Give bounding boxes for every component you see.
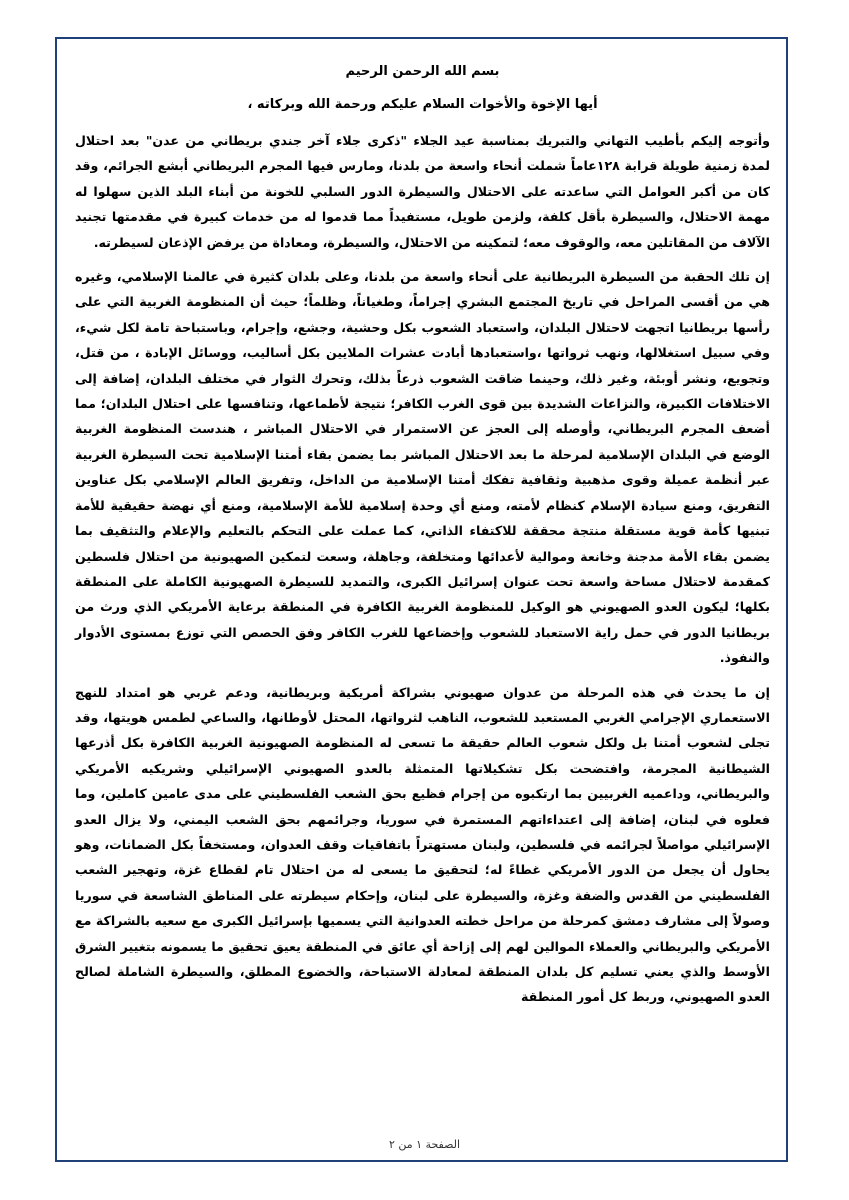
page-number-footer: الصفحة ١ من ٢ (388, 1138, 461, 1151)
paragraph-2: إن تلك الحقبة من السيطرة البريطانية على أنحاء واسعة من بلدنا، وعلى بلدان كثيرة في عالمنا الإسلامي، وغيره هي من أقسى المراحل في تاريخ المجتمع البشري إجراماً، وطغياناً، وظلماً؛ حيث أن المنظومة الغربية التي على رأسها بريطانيا اتجهت لاحتلال البلدان، واستعباد الشعوب بكل وحشية، وجشع، وإجرام، وباستباحة تامة لكل شيء، وفي سبيل استغلالها، ونهب ثرواتها ،واستعبادها أبادت عشرات الملايين بكل أساليب، ووسائل الإبادة ، من قتل، وتجويع، ونشر أوبئة، وغير ذلك، وحينما ضاقت الشعوب ذرعاً بذلك، وتحرك الثوار في مختلف البلدان، إضافة إلى الاختلافات الكبيرة، والنزاعات الشديدة بين قوى الغرب الكافر؛ نتيجة لأطماعها، وتنافسها على احتلال البلدان؛ مما أضعف المجرم البريطاني، وأوصله إلى العجز عن الاستمرار في الاحتلال المباشر ، هندست المنظومة الغربية الوضع في البلدان الإسلامية لمرحلة ما بعد الاحتلال المباشر بما يضمن بقاء أمتنا الإسلامية تحت السيطرة الغربية عبر أنظمة عميلة وقوى مذهبية وثقافية تفكك أمتنا الإسلامية من الداخل، وتفريق العالم الإسلامي بكل عناوين التفريق، ومنع سيادة الإسلام كنظام لأمته، ومنع أي وحدة إسلامية للأمة الإسلامية، ومنع أي نهضة حقيقية للأمة تبنيها كأمة قوية مستقلة منتجة محققة للاكتفاء الذاتي، كما عملت على التحكم بالتعليم والإعلام والتثقيف بما يضمن بقاء الأمة مدجنة وخانعة وموالية لأعدائها ومتخلفة، وجاهلة، وسعت لتمكين الصهيونية من احتلال فلسطين كمقدمة لاحتلال مساحة واسعة تحت عنوان إسرائيل الكبرى، والتمديد للسيطرة الصهيونية الكاملة على المنطقة بكلها؛ ليكون العدو الصهيوني هو الوكيل للمنظومة الغربية الكافرة في المنطقة برعاية الأمريكي الذي ورث من بريطانيا الدور في حمل راية الاستعباد للشعوب وإخضاعها للغرب الكافر وفق الحصص التي توزع بمستوى الأدوار والنفوذ. (75, 269, 770, 666)
document-body (75, 64, 770, 1019)
paragraph-3: إن ما يحدث في هذه المرحلة من عدوان صهيوني بشراكة أمريكية وبريطانية، ودعم غربي هو امتداد للنهج الاستعماري الإجرامي الغربي المستعبد للشعوب، الناهب لثرواتها، المحتل لأوطانها، والساعي لطمس هويتها، وقد تجلى لشعوب أمتنا بل ولكل شعوب العالم حقيقة ما تسعى له المنظومة الصهيونية الغربية الكافرة بكل أذرعها الشيطانية المجرمة، وافتضحت بكل تشكيلاتها المتمثلة بالعدو الصهيوني الإسرائيلي وشريكيه الأمريكي والبريطاني، وداعميه الغربيين بما ارتكبوه من إجرام فظيع بحق الشعب الفلسطيني على مدى عامين كاملين، وما فعلوه في لبنان، إضافة إلى اعتداءاتهم المستمرة في سوريا، وجرائمهم بحق الشعب اليمني، ولا يزال العدو الإسرائيلي مواصلاً لجرائمه في فلسطين، ولبنان مستهتراً باتفاقيات وقف العدوان، ومستخفاً بكل الضمانات، وهو يحاول أن يجعل من الدور الأمريكي غطاءً له؛ لتحقيق ما يسعى له من احتلال تام لقطاع غزة، وتهجير الشعب الفلسطيني من القدس والضفة وغزة، والسيطرة على لبنان، وإحكام سيطرته على المناطق الشاسعة في سوريا وصولاً إلى مشارف دمشق كمرحلة من مراحل خطته العدوانية التي يسميها بإسرائيل الكبرى مع سعيه بالشراكة مع الأمريكي والبريطاني والعملاء الموالين لهم إلى إزاحة أي عائق في المنطقة يعيق تحقيق ما يسمونه بتغيير الشرق الأوسط والذي يعني تسليم كل بلدان المنطقة لمعادلة الاستباحة، والخضوع المطلق، والسيطرة الشاملة لصالح العدو الصهيوني، وربط كل أمور المنطقة (75, 684, 770, 1005)
paragraph-1: وأتوجه إليكم بأطيب التهاني والتبريك بمناسبة عيد الجلاء "ذكرى جلاء آخر جندي بريطاني من عدن" بعد احتلال لمدة زمنية طويلة قرابة ١٢٨عاماً شملت أنحاء واسعة من بلدنا، ومارس فيها المجرم البريطاني أبشع الجرائم، وقد كان من أكبر العوامل التي ساعدته على الاحتلال والسيطرة الدور السلبي للخونة من أبناء البلد الذين سهلوا له مهمة الاحتلال، والسيطرة بأقل كلفة، ولزمن طويل، مستفيداً مما قدموا له من خدمات كبيرة في مقدمتها تجنيد الآلاف من المقاتلين معه، والوقوف معه؛ لتمكينه من الاحتلال، والسيطرة، ومعاداة من يرفض الإذعان لسيطرته. (75, 133, 770, 250)
greeting-line: أيها الإخوة والأخوات السلام عليكم ورحمة الله وبركاته ، (247, 97, 598, 112)
basmala-heading: بسم الله الرحمن الرحيم (345, 64, 500, 79)
